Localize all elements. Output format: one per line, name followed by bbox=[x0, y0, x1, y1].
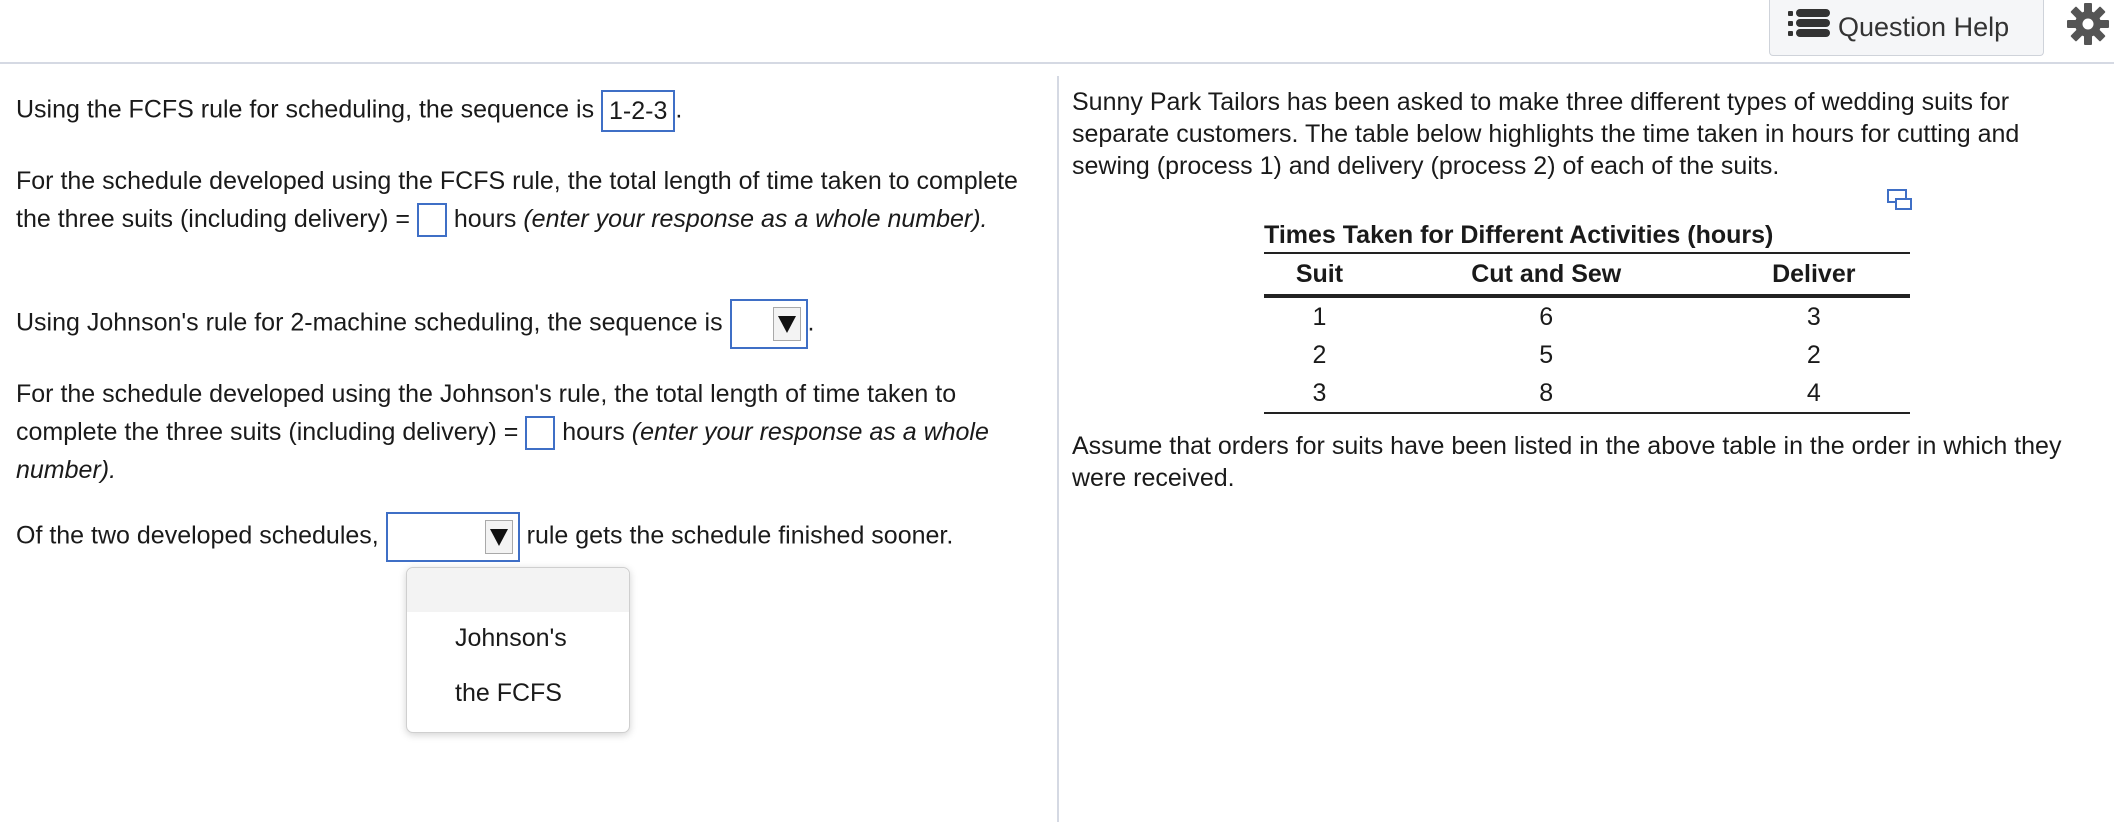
col-header-deliver: Deliver bbox=[1718, 254, 1910, 296]
johnson-sequence-dropdown[interactable] bbox=[730, 299, 808, 349]
order-note: Assume that orders for suits have been listed in the above table in the order in which they were received. bbox=[1072, 432, 2062, 492]
table-row bbox=[1264, 296, 1910, 336]
dropdown-option-blank[interactable] bbox=[407, 568, 629, 612]
table-cell: 5 bbox=[1539, 340, 1554, 369]
question-help-button[interactable] bbox=[1769, 0, 2044, 56]
top-bar bbox=[0, 0, 2114, 64]
fcfs-sequence-statement: Using the FCFS rule for scheduling, the sequence is 1-2-3 . bbox=[16, 90, 1046, 132]
table-row bbox=[1264, 336, 1910, 374]
table-cell: 4 bbox=[1718, 374, 1910, 413]
fcfs-hint: (enter your response as a whole number). bbox=[523, 205, 988, 233]
johnson-sequence-statement: Using Johnson's rule for 2-machine scheduling, the sequence is . bbox=[16, 299, 1046, 349]
table-cell: 1 bbox=[1312, 302, 1327, 331]
times-table bbox=[1264, 218, 1910, 414]
times-table-grid bbox=[1264, 254, 1910, 414]
table-cell: 2 bbox=[1806, 340, 1821, 369]
dropdown-option-fcfs[interactable]: the FCFS bbox=[455, 679, 562, 707]
fcfs-total-time-statement: For the schedule developed using the FCFS rule, the total length of time taken to complete the three suits (including delivery) = hours (enter your response as a whole number). bbox=[16, 162, 1046, 238]
table-cell: 6 bbox=[1539, 302, 1554, 331]
table-cell: 3 bbox=[1264, 374, 1375, 413]
johnson-total-time-input[interactable] bbox=[525, 416, 555, 450]
dropdown-option-johnsons[interactable]: Johnson's bbox=[455, 624, 567, 652]
fcfs-total-time-input[interactable] bbox=[417, 203, 447, 237]
dropdown-arrow-icon bbox=[485, 520, 513, 554]
table-header-row bbox=[1264, 254, 1910, 296]
table-row bbox=[1264, 374, 1910, 413]
table-cell: 2 bbox=[1312, 340, 1327, 369]
list-icon bbox=[1788, 9, 1832, 46]
dropdown-arrow-icon bbox=[773, 307, 801, 341]
col-header-suit: Suit bbox=[1264, 254, 1375, 296]
faster-rule-dropdown[interactable] bbox=[386, 512, 520, 562]
table-title: Times Taken for Different Activities (hours) bbox=[1264, 218, 1910, 254]
panel-divider bbox=[1057, 76, 1059, 822]
col-header-cut-and-sew: Cut and Sew bbox=[1375, 254, 1718, 296]
table-cell: 3 bbox=[1806, 302, 1821, 331]
gear-icon[interactable] bbox=[2066, 2, 2110, 48]
johnson-hint: (enter your response as a whole number). bbox=[16, 418, 989, 484]
question-help-label: Question Help bbox=[1838, 12, 2010, 42]
faster-rule-dropdown-menu bbox=[406, 567, 630, 733]
fcfs-sequence-answer[interactable]: 1-2-3 bbox=[601, 90, 675, 132]
table-cell: 8 bbox=[1375, 374, 1718, 413]
comparison-statement: Of the two developed schedules, rule gets the schedule finished sooner. bbox=[16, 512, 1046, 562]
problem-intro: Sunny Park Tailors has been asked to make three different types of wedding suits for separate customers. The table below highlights the time taken in hours for cutting and sewing (process 1) and delivery (process 2) of each of the suits. bbox=[1072, 88, 2020, 180]
johnson-total-time-statement: For the schedule developed using the Johnson's rule, the total length of time taken to complete the three suits (including delivery) = hours (enter your response as a whole number). bbox=[16, 380, 989, 484]
popout-icon[interactable] bbox=[1887, 189, 1913, 211]
